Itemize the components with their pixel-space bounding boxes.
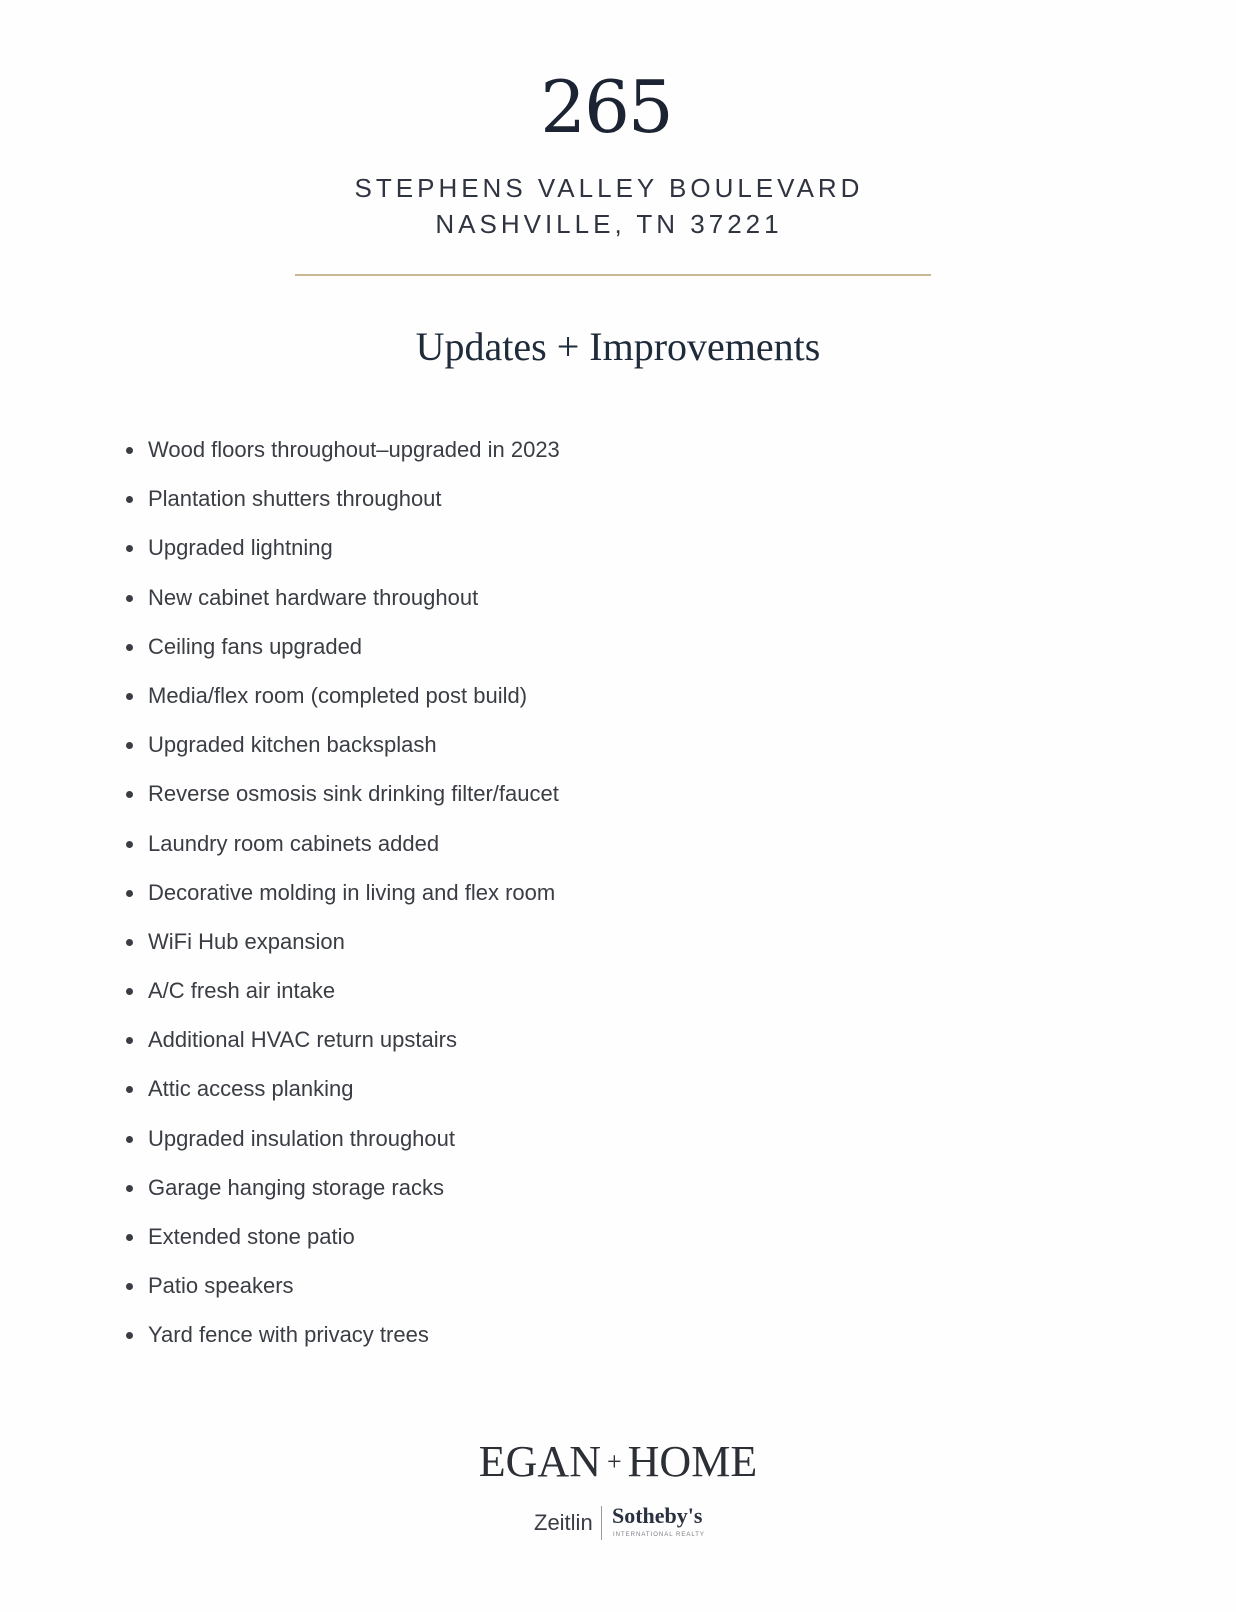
bullet-icon [126, 1037, 133, 1044]
list-item-text: Wood floors throughout–upgraded in 2023 [148, 437, 560, 462]
sothebys-logo: Sotheby's [612, 1503, 703, 1528]
logo-separator [601, 1506, 602, 1540]
list-item-text: Media/flex room (completed post build) [148, 682, 528, 708]
improvements-list [124, 430, 560, 1365]
sothebys-subtitle: INTERNATIONAL REALTY [613, 1532, 705, 1538]
list-item [124, 528, 560, 577]
list-item [124, 627, 560, 676]
bullet-icon [126, 1086, 133, 1093]
list-item [124, 824, 560, 873]
list-item-text: Patio speakers [148, 1273, 294, 1299]
bullet-icon [126, 1185, 133, 1192]
list-item-text: Upgraded insulation throughout [148, 1125, 456, 1151]
bullet-icon [126, 545, 133, 552]
house-number: 265 [540, 65, 672, 149]
bullet-icon [126, 1332, 133, 1339]
list-item-text: Additional HVAC return upstairs [148, 1027, 457, 1053]
list-item [124, 578, 560, 627]
bullet-icon [126, 644, 133, 651]
list-item-text: Laundry room cabinets added [148, 830, 440, 856]
bullet-icon [126, 496, 133, 503]
list-item [124, 1020, 560, 1069]
list-item-text: A/C fresh air intake [148, 978, 336, 1004]
zeitlin-logo: Zeitlin [534, 1510, 593, 1535]
list-item [124, 1217, 560, 1266]
bullet-icon [126, 595, 133, 602]
list-item-text: Garage hanging storage racks [148, 1174, 444, 1200]
bullet-icon [126, 447, 133, 454]
section-title: Updates + Improvements [415, 324, 821, 369]
brand-left-text: EGAN [478, 1437, 601, 1486]
list-item-text: Ceiling fans upgraded [148, 633, 363, 659]
gold-divider [295, 274, 931, 276]
list-item-text: Upgraded lightning [148, 535, 333, 561]
bullet-icon [126, 1234, 133, 1241]
list-item-text: New cabinet hardware throughout [148, 584, 479, 610]
list-item [124, 971, 560, 1020]
bullet-icon [126, 890, 133, 897]
list-item [124, 479, 560, 528]
list-item [124, 725, 560, 774]
bullet-icon [126, 1283, 133, 1290]
list-item [124, 1119, 560, 1168]
bullet-icon [126, 841, 133, 848]
list-item [124, 1266, 560, 1315]
list-item [124, 1315, 560, 1364]
list-item-text: Attic access planking [148, 1076, 354, 1102]
list-item [124, 1069, 560, 1118]
bullet-icon [126, 693, 133, 700]
list-item-text: Extended stone patio [148, 1224, 355, 1249]
egan-home-logo [0, 1434, 1236, 1496]
list-item [124, 676, 560, 725]
list-item-text: Reverse osmosis sink drinking filter/faucet [148, 781, 559, 807]
bullet-icon [126, 791, 133, 798]
bullet-icon [126, 988, 133, 995]
list-item [124, 873, 560, 922]
list-item [124, 774, 560, 823]
list-item-text: Yard fence with privacy trees [148, 1322, 429, 1348]
bullet-icon [126, 1136, 133, 1143]
list-item [124, 430, 560, 479]
list-item-text: Decorative molding in living and flex room [148, 879, 556, 905]
list-item-text: WiFi Hub expansion [148, 928, 345, 954]
city-state-zip: NASHVILLE, TN 37221 [435, 209, 783, 239]
bullet-icon [126, 742, 133, 749]
street-address: STEPHENS VALLEY BOULEVARD [354, 173, 864, 203]
list-item-text: Plantation shutters throughout [148, 486, 442, 512]
list-item-text: Upgraded kitchen backsplash [148, 732, 437, 758]
brand-plus: + [606, 1447, 622, 1476]
list-item [124, 922, 560, 971]
list-item [124, 1168, 560, 1217]
bullet-icon [126, 939, 133, 946]
brand-right-text: HOME [627, 1437, 758, 1486]
